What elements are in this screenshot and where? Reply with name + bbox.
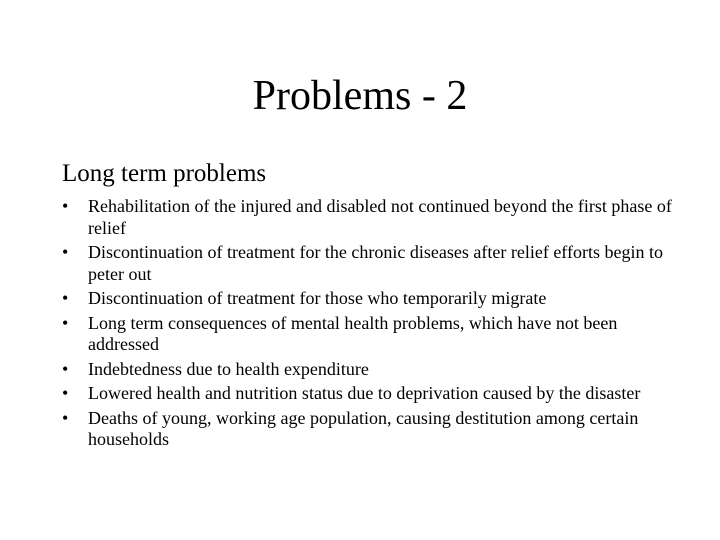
bullet-point-icon: • — [62, 312, 69, 333]
bullet-point-icon: • — [62, 288, 69, 308]
slide-subtitle: Long term problems — [62, 160, 267, 187]
bullet-item — [62, 242, 682, 285]
bullet-item — [62, 288, 682, 310]
bullet-text: Long term consequences of mental health problems, which have not been addressed — [88, 312, 618, 354]
bullet-item — [62, 359, 682, 381]
bullet-text: Discontinuation of treatment for those who temporarily migrate — [88, 288, 547, 308]
bullet-point-icon: • — [62, 407, 69, 428]
bullet-item — [62, 383, 682, 405]
bullet-point-icon: • — [62, 242, 69, 262]
bullet-item — [62, 408, 682, 451]
bullet-text: Indebtedness due to health expenditure — [88, 358, 369, 379]
bullet-point-icon: • — [62, 358, 69, 379]
bullet-point-icon: • — [62, 383, 69, 403]
bullet-text: Discontinuation of treatment for the chronic diseases after relief efforts begin to peter out — [88, 242, 663, 284]
slide-title: Problems - 2 — [252, 73, 468, 119]
bullet-text: Rehabilitation of the injured and disabled not continued beyond the first phase of relief — [88, 196, 672, 238]
bullet-item — [62, 196, 682, 239]
bullet-item — [62, 313, 682, 356]
bullet-text: Lowered health and nutrition status due to deprivation caused by the disaster — [88, 383, 641, 403]
bullet-point-icon: • — [62, 196, 69, 216]
bullet-text: Deaths of young, working age population, causing destitution among certain households — [88, 407, 639, 449]
bullet-list — [62, 196, 682, 454]
